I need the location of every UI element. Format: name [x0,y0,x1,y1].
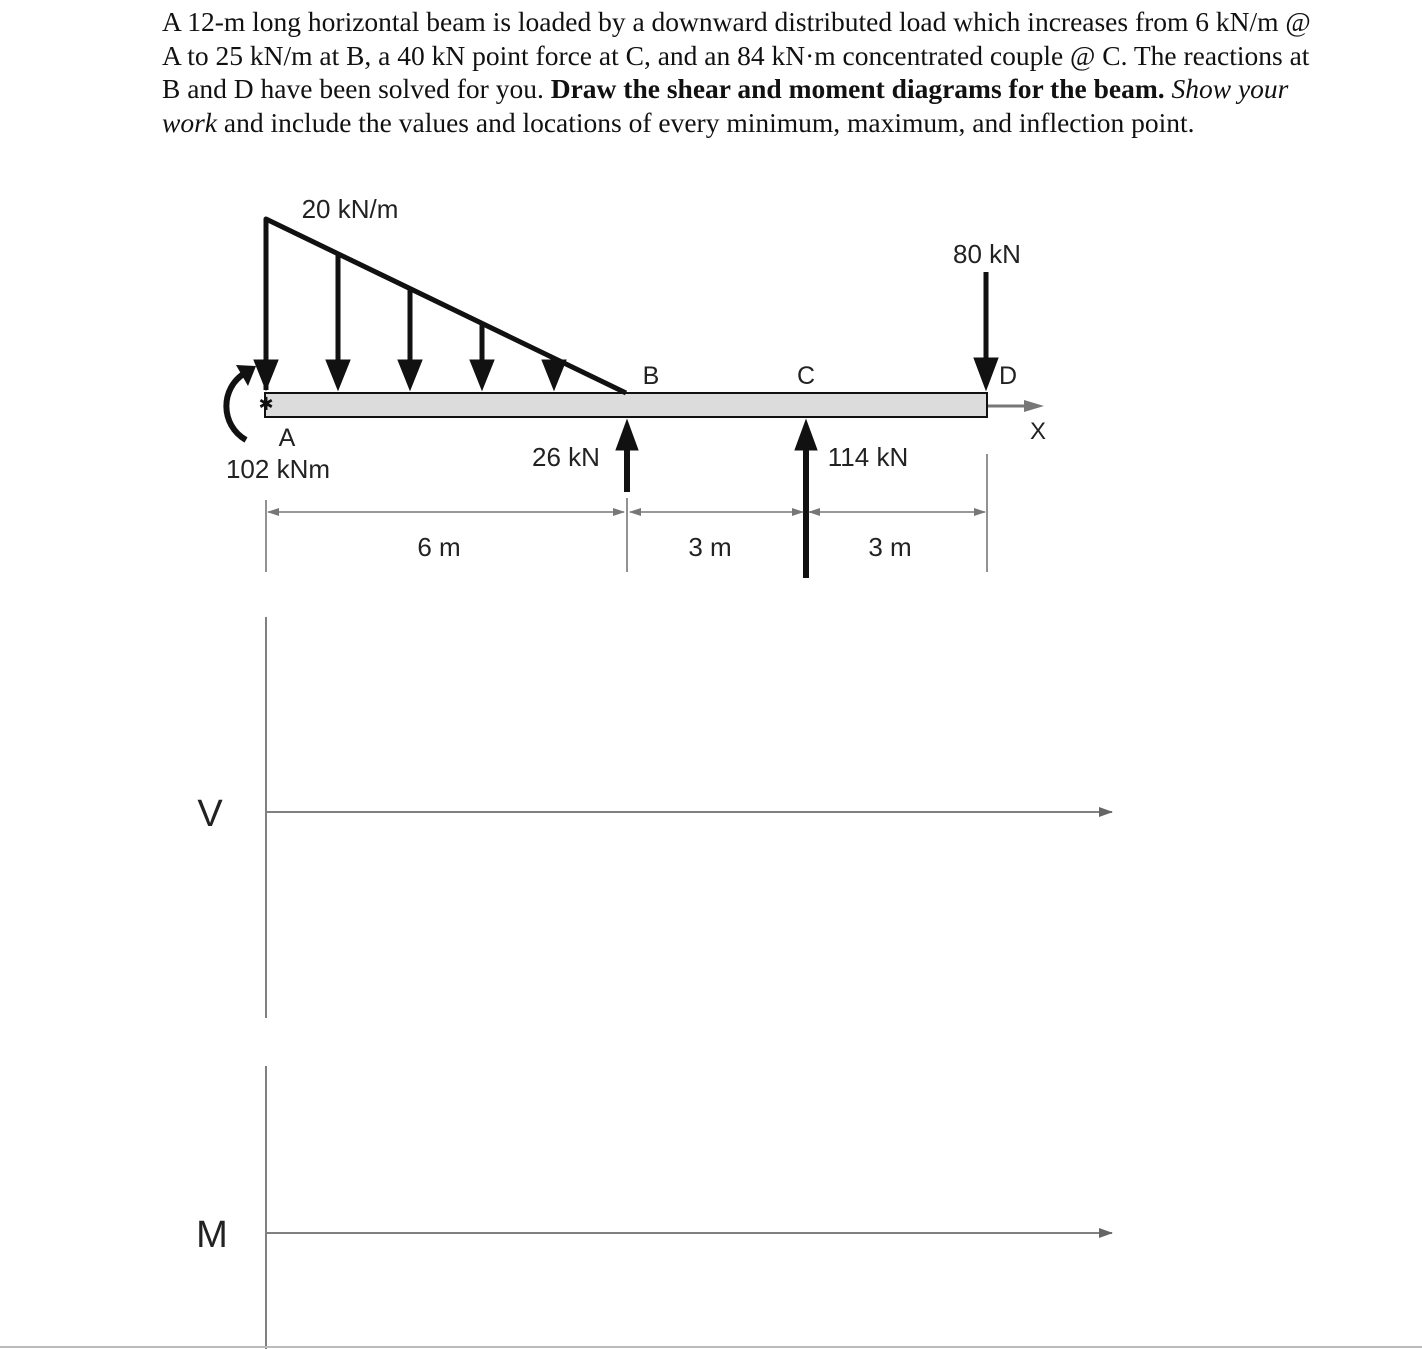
beam [265,393,987,417]
shear-diagram-axes [266,617,1112,1018]
couple-label: 102 kNm [225,454,331,484]
distributed-load [254,219,626,393]
shear-diagram-label: V [197,793,223,835]
reaction-b-label: 26 kN [532,442,600,472]
point-force-label: 80 kN [953,239,1021,269]
distributed-load-label: 20 kN/m [301,194,399,224]
point-force-arrow [974,272,998,390]
x-axis-label: X [1029,418,1047,445]
x-axis-arrow-icon [988,400,1044,412]
dimension-cd-label: 3 m [868,532,912,562]
point-label-c: C [796,362,816,390]
problem-italic-instruction: Show your work [162,73,1289,139]
svg-text:✱: ✱ [258,394,274,415]
point-label-d: D [998,362,1018,390]
problem-text-part1: A 12-m long horizontal beam is loaded by a downward distributed load which increases from 6 kN/m @ A to 25 kN/m at B, a 40 kN point force at C, and an 84 kN·m concentrated couple @ C. The reactions at B and D have been solved for you. [162,6,1311,105]
reaction-c-label: 114 kN [827,442,909,472]
reaction-c-arrow [795,420,817,578]
page-bottom-rule [0,1346,1422,1348]
moment-diagram-label: M [196,1214,228,1256]
dimension-ab-label: 6 m [417,532,461,562]
problem-bold-instruction: Draw the shear and moment diagrams for the beam. [550,73,1165,105]
point-label-b: B [642,362,660,390]
moment-diagram-axes [266,1066,1112,1349]
dimension-bc-label: 3 m [688,532,732,562]
point-label-a: A [278,424,296,452]
reaction-b-arrow [616,420,638,492]
problem-text-part2: and include the values and locations of every minimum, maximum, and inflection point. [217,107,1195,139]
